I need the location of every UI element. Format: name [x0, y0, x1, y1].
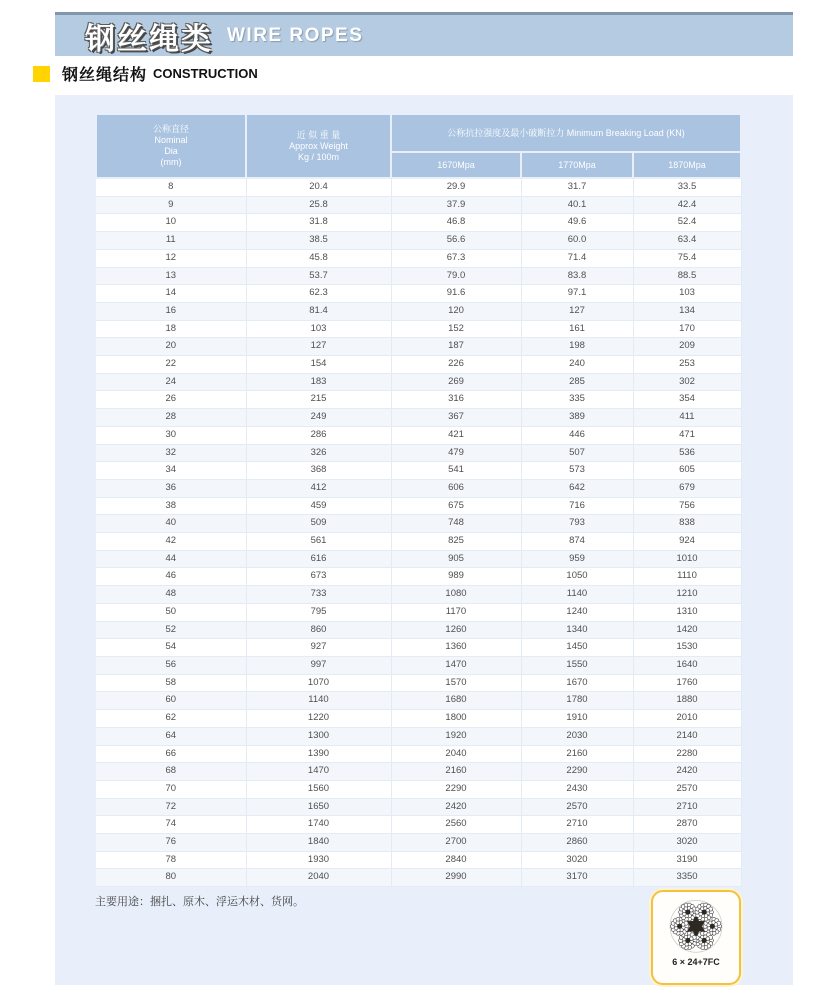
col-header-line: Nominal — [154, 135, 188, 145]
table-cell: 209 — [633, 338, 741, 356]
table-cell: 860 — [246, 621, 391, 639]
table-row — [96, 533, 741, 551]
table-cell: 20 — [96, 338, 246, 356]
table-cell: 1930 — [246, 851, 391, 869]
table-row — [96, 178, 741, 196]
table-row — [96, 426, 741, 444]
table-cell: 2420 — [391, 798, 521, 816]
table-cell: 733 — [246, 586, 391, 604]
table-cell: 536 — [633, 444, 741, 462]
table-cell: 756 — [633, 497, 741, 515]
table-cell: 40 — [96, 515, 246, 533]
table-cell: 2420 — [633, 763, 741, 781]
table-cell: 316 — [391, 391, 521, 409]
table-row — [96, 639, 741, 657]
table-cell: 2710 — [633, 798, 741, 816]
col-header-line: 近 似 重 量 — [296, 129, 341, 140]
table-cell: 1530 — [633, 639, 741, 657]
table-cell: 38.5 — [246, 232, 391, 250]
table-cell: 1840 — [246, 834, 391, 852]
content-panel — [55, 95, 793, 985]
table-cell: 1140 — [521, 586, 633, 604]
table-cell: 36 — [96, 479, 246, 497]
table-cell: 1300 — [246, 727, 391, 745]
table-cell: 748 — [391, 515, 521, 533]
table-row — [96, 373, 741, 391]
table-cell: 249 — [246, 409, 391, 427]
table-cell: 37.9 — [391, 196, 521, 214]
table-cell: 507 — [521, 444, 633, 462]
table-cell: 253 — [633, 356, 741, 374]
table-cell: 3020 — [521, 851, 633, 869]
table-row — [96, 798, 741, 816]
table-cell: 154 — [246, 356, 391, 374]
table-cell: 793 — [521, 515, 633, 533]
table-row — [96, 356, 741, 374]
rope-construction-card — [651, 890, 741, 985]
table-cell: 56.6 — [391, 232, 521, 250]
table-cell: 1240 — [521, 603, 633, 621]
table-cell: 24 — [96, 373, 246, 391]
table-cell: 2290 — [521, 763, 633, 781]
table-cell: 49.6 — [521, 214, 633, 232]
table-row — [96, 780, 741, 798]
table-cell: 91.6 — [391, 285, 521, 303]
table-cell: 2280 — [633, 745, 741, 763]
section-title-zh: 钢丝绳结构 — [62, 67, 148, 84]
table-cell: 286 — [246, 426, 391, 444]
table-cell: 1050 — [521, 568, 633, 586]
table-row — [96, 568, 741, 586]
table-cell: 187 — [391, 338, 521, 356]
table-cell: 1470 — [391, 656, 521, 674]
table-row — [96, 656, 741, 674]
table-cell: 606 — [391, 479, 521, 497]
table-cell: 62 — [96, 710, 246, 728]
table-cell: 127 — [521, 302, 633, 320]
table-cell: 52 — [96, 621, 246, 639]
table-cell: 25.8 — [246, 196, 391, 214]
table-cell: 1760 — [633, 674, 741, 692]
table-row — [96, 196, 741, 214]
table-cell: 2040 — [246, 869, 391, 887]
table-cell: 2710 — [521, 816, 633, 834]
rope-construction-label: 6 × 24+7FC — [672, 957, 720, 967]
table-cell: 326 — [246, 444, 391, 462]
table-cell: 74 — [96, 816, 246, 834]
col-header-line: 公称直径 — [152, 124, 189, 134]
table-cell: 2010 — [633, 710, 741, 728]
table-cell: 79.0 — [391, 267, 521, 285]
table-cell: 9 — [96, 196, 246, 214]
table-cell: 226 — [391, 356, 521, 374]
table-cell: 2040 — [391, 745, 521, 763]
table-cell: 421 — [391, 426, 521, 444]
table-cell: 215 — [246, 391, 391, 409]
table-cell: 42 — [96, 533, 246, 551]
table-row — [96, 497, 741, 515]
table-cell: 1800 — [391, 710, 521, 728]
table-cell: 60 — [96, 692, 246, 710]
table-cell: 1880 — [633, 692, 741, 710]
page-banner — [55, 12, 793, 56]
table-cell: 240 — [521, 356, 633, 374]
table-cell: 1080 — [391, 586, 521, 604]
table-cell: 42.4 — [633, 196, 741, 214]
table-row — [96, 285, 741, 303]
table-cell: 64 — [96, 727, 246, 745]
table-cell: 1640 — [633, 656, 741, 674]
col-header-line: Kg / 100m — [297, 151, 340, 162]
table-cell: 1420 — [633, 621, 741, 639]
table-cell: 62.3 — [246, 285, 391, 303]
table-cell: 50 — [96, 603, 246, 621]
table-body — [96, 178, 741, 887]
table-cell: 573 — [521, 462, 633, 480]
table-cell: 68 — [96, 763, 246, 781]
table-cell: 673 — [246, 568, 391, 586]
table-cell: 838 — [633, 515, 741, 533]
table-cell: 127 — [246, 338, 391, 356]
table-cell: 2990 — [391, 869, 521, 887]
table-cell: 14 — [96, 285, 246, 303]
table-cell: 81.4 — [246, 302, 391, 320]
table-cell: 70 — [96, 780, 246, 798]
table-cell: 1340 — [521, 621, 633, 639]
table-cell: 1670 — [521, 674, 633, 692]
table-cell: 183 — [246, 373, 391, 391]
table-cell: 616 — [246, 550, 391, 568]
table-cell: 605 — [633, 462, 741, 480]
table-row — [96, 816, 741, 834]
table-cell: 31.7 — [521, 178, 633, 196]
table-cell: 2560 — [391, 816, 521, 834]
table-cell: 1740 — [246, 816, 391, 834]
table-cell: 1260 — [391, 621, 521, 639]
col-header-breaking-load-group: 公称抗拉强度及最小破断拉力 Minimum Breaking Load (KN) — [391, 114, 741, 152]
table-row — [96, 444, 741, 462]
table-row — [96, 586, 741, 604]
table-cell: 561 — [246, 533, 391, 551]
table-cell: 8 — [96, 178, 246, 196]
table-row — [96, 479, 741, 497]
table-row — [96, 727, 741, 745]
table-cell: 874 — [521, 533, 633, 551]
table-cell: 1910 — [521, 710, 633, 728]
yellow-square-bullet-icon — [33, 66, 50, 82]
table-cell: 367 — [391, 409, 521, 427]
table-cell: 1550 — [521, 656, 633, 674]
banner-title-zh: 钢丝绳类 — [85, 22, 213, 56]
table-row — [96, 692, 741, 710]
table-cell: 1390 — [246, 745, 391, 763]
col-header-grade-1870: 1870Mpa — [633, 152, 741, 178]
table-cell: 120 — [391, 302, 521, 320]
table-cell: 471 — [633, 426, 741, 444]
table-cell: 509 — [246, 515, 391, 533]
col-header-nominal-dia — [96, 114, 246, 178]
table-cell: 795 — [246, 603, 391, 621]
table-cell: 18 — [96, 320, 246, 338]
section-heading — [33, 62, 258, 85]
table-cell: 1110 — [633, 568, 741, 586]
table-cell: 3020 — [633, 834, 741, 852]
table-cell: 76 — [96, 834, 246, 852]
table-cell: 2430 — [521, 780, 633, 798]
table-cell: 285 — [521, 373, 633, 391]
table-cell: 11 — [96, 232, 246, 250]
table-cell: 411 — [633, 409, 741, 427]
table-cell: 31.8 — [246, 214, 391, 232]
table-cell: 905 — [391, 550, 521, 568]
col-header-approx-weight — [246, 114, 391, 178]
table-cell: 32 — [96, 444, 246, 462]
table-cell: 924 — [633, 533, 741, 551]
table-cell: 63.4 — [633, 232, 741, 250]
table-cell: 72 — [96, 798, 246, 816]
table-cell: 198 — [521, 338, 633, 356]
table-cell: 1010 — [633, 550, 741, 568]
table-row — [96, 320, 741, 338]
table-cell: 1680 — [391, 692, 521, 710]
table-cell: 3190 — [633, 851, 741, 869]
table-cell: 12 — [96, 249, 246, 267]
table-cell: 83.8 — [521, 267, 633, 285]
table-row — [96, 834, 741, 852]
table-row — [96, 462, 741, 480]
table-cell: 1170 — [391, 603, 521, 621]
table-cell: 52.4 — [633, 214, 741, 232]
table-cell: 675 — [391, 497, 521, 515]
col-header-grade-1770: 1770Mpa — [521, 152, 633, 178]
table-cell: 56 — [96, 656, 246, 674]
table-row — [96, 550, 741, 568]
table-cell: 97.1 — [521, 285, 633, 303]
col-header-line: Dia — [164, 146, 178, 156]
table-row — [96, 338, 741, 356]
table-cell: 269 — [391, 373, 521, 391]
table-cell: 28 — [96, 409, 246, 427]
table-cell: 67.3 — [391, 249, 521, 267]
table-cell: 1360 — [391, 639, 521, 657]
table-cell: 1450 — [521, 639, 633, 657]
table-cell: 16 — [96, 302, 246, 320]
table-row — [96, 763, 741, 781]
table-row — [96, 674, 741, 692]
table-cell: 2030 — [521, 727, 633, 745]
table-row — [96, 869, 741, 887]
table-cell: 2160 — [521, 745, 633, 763]
table-cell: 170 — [633, 320, 741, 338]
table-cell: 53.7 — [246, 267, 391, 285]
table-cell: 22 — [96, 356, 246, 374]
table-cell: 48 — [96, 586, 246, 604]
table-cell: 103 — [633, 285, 741, 303]
table-cell: 10 — [96, 214, 246, 232]
table-row — [96, 302, 741, 320]
table-cell: 1210 — [633, 586, 741, 604]
table-cell: 642 — [521, 479, 633, 497]
table-cell: 33.5 — [633, 178, 741, 196]
col-header-line: Approx Weight — [289, 140, 348, 151]
table-row — [96, 745, 741, 763]
section-title-en: CONSTRUCTION — [153, 66, 258, 81]
table-cell: 60.0 — [521, 232, 633, 250]
table-cell: 1920 — [391, 727, 521, 745]
table-cell: 30 — [96, 426, 246, 444]
table-cell: 716 — [521, 497, 633, 515]
table-row — [96, 391, 741, 409]
table-cell: 1140 — [246, 692, 391, 710]
table-cell: 354 — [633, 391, 741, 409]
table-cell: 989 — [391, 568, 521, 586]
table-row — [96, 232, 741, 250]
table-cell: 2860 — [521, 834, 633, 852]
table-cell: 1070 — [246, 674, 391, 692]
table-cell: 2160 — [391, 763, 521, 781]
table-row — [96, 267, 741, 285]
col-header-grade-1670: 1670Mpa — [391, 152, 521, 178]
table-cell: 40.1 — [521, 196, 633, 214]
table-cell: 1470 — [246, 763, 391, 781]
table-row — [96, 603, 741, 621]
table-cell: 46.8 — [391, 214, 521, 232]
table-row — [96, 409, 741, 427]
table-cell: 44 — [96, 550, 246, 568]
table-cell: 66 — [96, 745, 246, 763]
table-row — [96, 621, 741, 639]
table-cell: 825 — [391, 533, 521, 551]
table-cell: 3350 — [633, 869, 741, 887]
table-cell: 2290 — [391, 780, 521, 798]
table-cell: 412 — [246, 479, 391, 497]
table-cell: 2840 — [391, 851, 521, 869]
table-cell: 479 — [391, 444, 521, 462]
table-cell: 2570 — [521, 798, 633, 816]
table-cell: 959 — [521, 550, 633, 568]
table-cell: 2570 — [633, 780, 741, 798]
table-cell: 1560 — [246, 780, 391, 798]
table-cell: 46 — [96, 568, 246, 586]
table-cell: 78 — [96, 851, 246, 869]
table-cell: 26 — [96, 391, 246, 409]
col-header-line: (mm) — [160, 157, 182, 167]
table-cell: 34 — [96, 462, 246, 480]
table-cell: 2700 — [391, 834, 521, 852]
table-cell: 541 — [391, 462, 521, 480]
table-cell: 103 — [246, 320, 391, 338]
table-cell: 3170 — [521, 869, 633, 887]
table-cell: 997 — [246, 656, 391, 674]
table-row — [96, 249, 741, 267]
table-row — [96, 515, 741, 533]
usage-note: 主要用途：捆扎、原木、浮运木材、货网。 — [95, 896, 304, 908]
table-cell: 446 — [521, 426, 633, 444]
table-cell: 161 — [521, 320, 633, 338]
table-cell: 71.4 — [521, 249, 633, 267]
table-cell: 389 — [521, 409, 633, 427]
table-cell: 459 — [246, 497, 391, 515]
table-cell: 58 — [96, 674, 246, 692]
table-cell: 1310 — [633, 603, 741, 621]
table-cell: 335 — [521, 391, 633, 409]
table-row — [96, 710, 741, 728]
table-cell: 1780 — [521, 692, 633, 710]
banner-title-en: WIRE ROPES — [227, 24, 364, 46]
table-cell: 20.4 — [246, 178, 391, 196]
table-cell: 302 — [633, 373, 741, 391]
table-cell: 368 — [246, 462, 391, 480]
table-cell: 38 — [96, 497, 246, 515]
table-cell: 13 — [96, 267, 246, 285]
table-cell: 927 — [246, 639, 391, 657]
table-cell: 80 — [96, 869, 246, 887]
table-cell: 88.5 — [633, 267, 741, 285]
table-cell: 2870 — [633, 816, 741, 834]
table-cell: 134 — [633, 302, 741, 320]
table-cell: 2140 — [633, 727, 741, 745]
table-cell: 54 — [96, 639, 246, 657]
rope-cross-section-icon — [660, 895, 732, 959]
table-row — [96, 214, 741, 232]
table-cell: 75.4 — [633, 249, 741, 267]
table-cell: 679 — [633, 479, 741, 497]
table-cell: 29.9 — [391, 178, 521, 196]
table-cell: 1650 — [246, 798, 391, 816]
table-cell: 45.8 — [246, 249, 391, 267]
table-row — [96, 851, 741, 869]
table-cell: 152 — [391, 320, 521, 338]
wire-rope-spec-table — [95, 113, 742, 887]
table-cell: 1220 — [246, 710, 391, 728]
table-cell: 1570 — [391, 674, 521, 692]
